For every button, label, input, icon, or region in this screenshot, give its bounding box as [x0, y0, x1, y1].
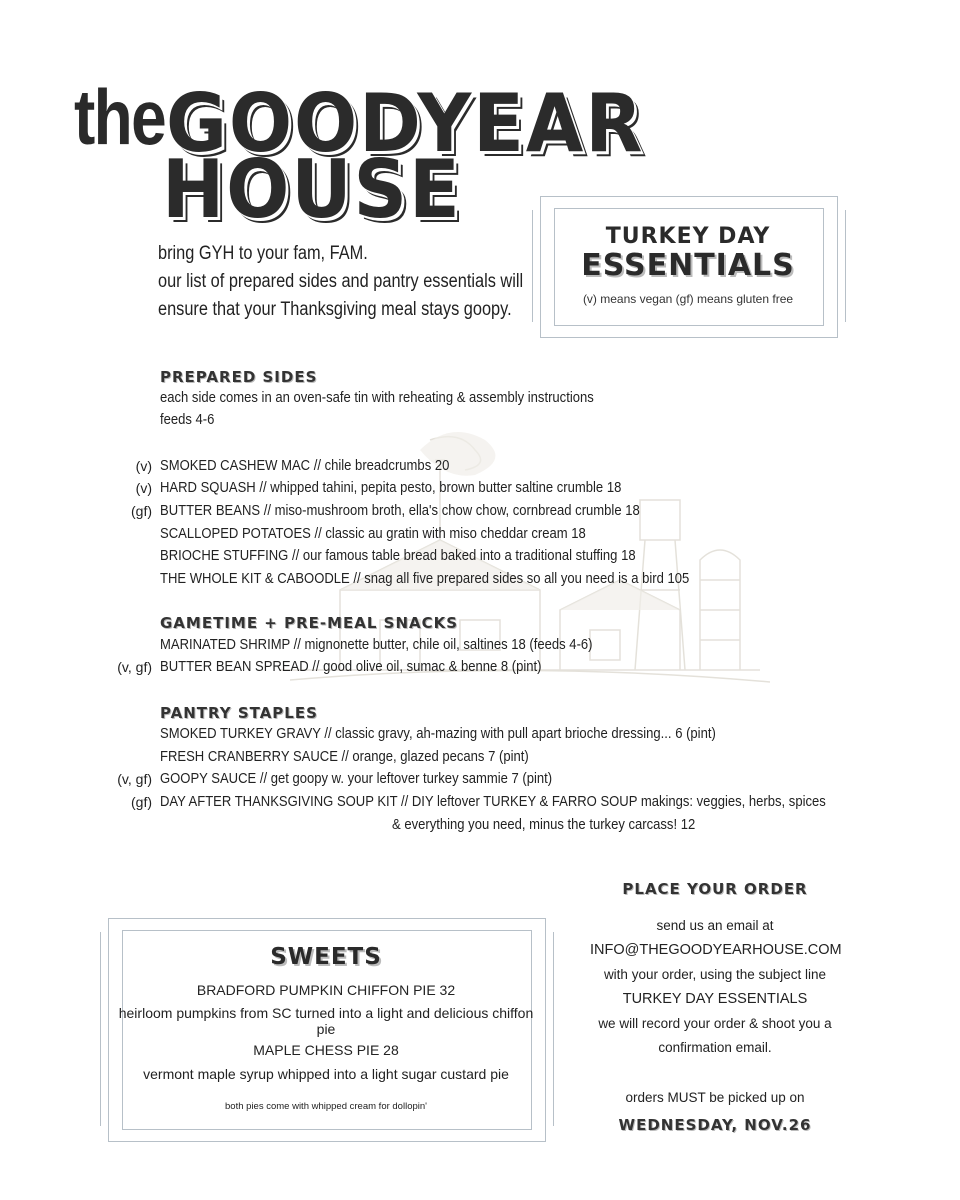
menu-item: MARINATED SHRIMP // mignonette butter, chile oil, saltines 18 (feeds 4-6)	[160, 637, 593, 653]
order-email[interactable]: INFO@THEGOODYEARHOUSE.COM	[590, 942, 842, 958]
sweet-item-name: MAPLE CHESS PIE 28	[253, 1042, 399, 1058]
sweet-item-desc: vermont maple syrup whipped into a light sugar custard pie	[143, 1066, 509, 1082]
menu-item: BUTTER BEAN SPREAD // good olive oil, sumac & benne 8 (pint)	[160, 659, 542, 675]
menu-item: SMOKED TURKEY GRAVY // classic gravy, ah-mazing with pull apart brioche dressing... 6 (pint)	[160, 726, 716, 742]
menu-item-continuation: & everything you need, minus the turkey carcass! 12	[392, 817, 696, 833]
menu-item: GOOPY SAUCE // get goopy w. your leftover turkey sammie 7 (pint)	[160, 771, 553, 787]
sweets-note: both pies come with whipped cream for dollopin'	[225, 1101, 427, 1112]
intro-line: our list of prepared sides and pantry essentials will	[158, 271, 524, 292]
order-line: send us an email at	[656, 918, 774, 933]
pickup-line: orders MUST be picked up on	[625, 1090, 805, 1105]
logo-the: the	[74, 73, 166, 161]
diet-tag: (gf)	[131, 794, 152, 810]
diet-tag: (v)	[135, 480, 152, 496]
prepared-sides-heading: PREPARED SIDES	[160, 368, 318, 386]
menu-item: HARD SQUASH // whipped tahini, pepita pesto, brown butter saltine crumble 18	[160, 480, 622, 496]
sweet-item-desc: heirloom pumpkins from SC turned into a light and delicious chiffon pie	[118, 1005, 534, 1037]
menu-item: SCALLOPED POTATOES // classic au gratin with miso cheddar cream 18	[160, 526, 586, 542]
turkey-day-title: TURKEY DAY	[605, 224, 771, 249]
pantry-heading: PANTRY STAPLES	[160, 704, 318, 722]
order-subject: TURKEY DAY ESSENTIALS	[622, 991, 808, 1007]
intro-text	[158, 240, 562, 324]
sweet-item-name: BRADFORD PUMPKIN CHIFFON PIE 32	[196, 982, 456, 998]
pickup-date: WEDNESDAY, NOV.26	[618, 1116, 812, 1134]
menu-item: THE WHOLE KIT & CABOODLE // snag all five prepared sides so all you need is a bird 105	[160, 571, 690, 587]
diet-legend: (v) means vegan (gf) means gluten free	[582, 292, 794, 306]
order-heading: PLACE YOUR ORDER	[622, 880, 808, 898]
prepared-sides-note: each side comes in an oven-safe tin with reheating & assembly instructions	[160, 390, 594, 406]
logo-goodyear: GOODYEAR	[166, 77, 645, 170]
prepared-sides-feeds: feeds 4-6	[160, 412, 215, 428]
menu-item: DAY AFTER THANKSGIVING SOUP KIT // DIY leftover TURKEY & FARRO SOUP makings: veggies, herbs, spices	[160, 794, 826, 810]
sweets-heading: SWEETS	[270, 944, 382, 970]
intro-line: bring GYH to your fam, FAM.	[158, 243, 368, 264]
menu-item: BUTTER BEANS // miso-mushroom broth, ella's chow chow, cornbread crumble 18	[160, 503, 640, 519]
menu-item: FRESH CRANBERRY SAUCE // orange, glazed pecans 7 (pint)	[160, 749, 529, 765]
essentials-title: ESSENTIALS	[581, 248, 795, 283]
intro-line: ensure that your Thanksgiving meal stays goopy.	[158, 299, 512, 320]
order-line: we will record your order & shoot you a	[598, 1016, 832, 1031]
logo-house: HOUSE	[162, 143, 462, 236]
order-line: confirmation email.	[658, 1040, 772, 1055]
menu-item: SMOKED CASHEW MAC // chile breadcrumbs 20	[160, 458, 450, 474]
diet-tag: (v, gf)	[117, 659, 152, 675]
diet-tag: (v, gf)	[117, 771, 152, 787]
gametime-heading: GAMETIME + PRE-MEAL SNACKS	[160, 614, 459, 632]
diet-tag: (v)	[135, 458, 152, 474]
menu-item: BRIOCHE STUFFING // our famous table bread baked into a traditional stuffing 18	[160, 548, 636, 564]
diet-tag: (gf)	[131, 503, 152, 519]
order-line: with your order, using the subject line	[603, 967, 827, 982]
